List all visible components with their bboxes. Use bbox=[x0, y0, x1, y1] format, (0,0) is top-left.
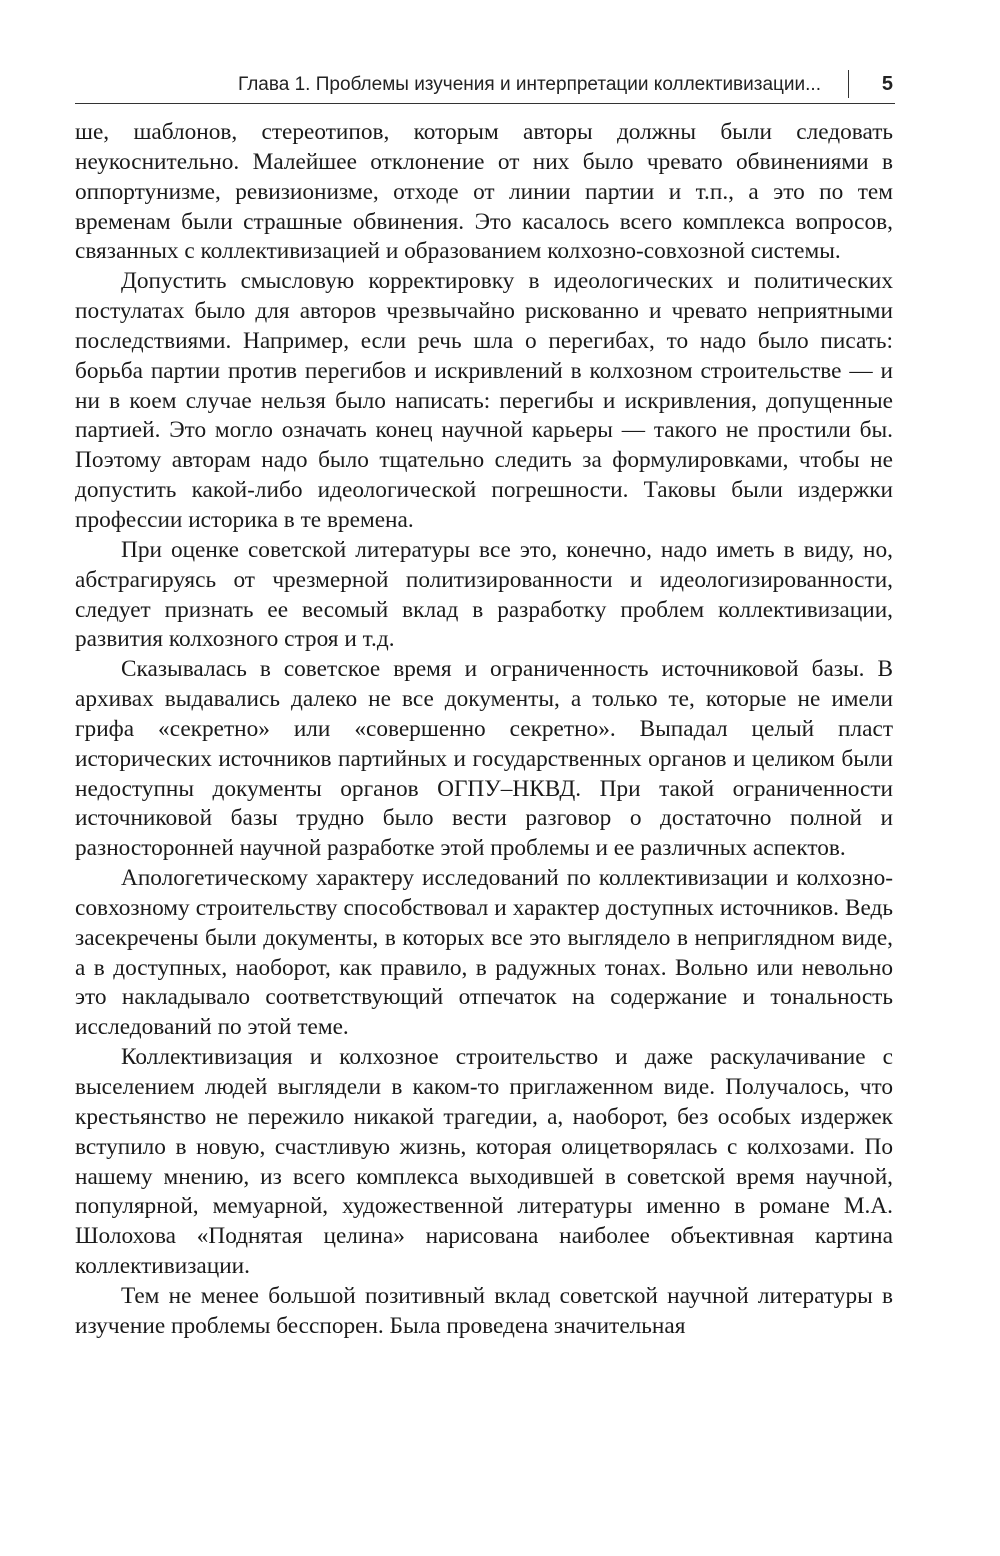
paragraph: При оценке советской литературы все это, конечно, надо иметь в виду, но, абстрагируясь от чрезмерной политизированности и идеологизированности, следует признать ее весомый вклад в разработку проблем коллективизации, развития колхозного строя и т.д. bbox=[75, 536, 893, 653]
body-text bbox=[75, 118, 893, 1342]
paragraph: Сказывалась в советское время и ограниченность источниковой базы. В архивах выдавались далеко не все документы, а только те, которые не имели грифа «секретно» или «совершенно секретно». Выпадал целый пласт исторических источников партийных и государственных органов и целиком были недоступны документы органов ОГПУ–НКВД. При такой ограниченности источниковой базы трудно было вести разговор о достаточно полной и разносторонней научной разработке этой проблемы и ее различных аспектов. bbox=[75, 656, 893, 862]
page-number: 5 bbox=[881, 73, 893, 95]
paragraph: Апологетическому характеру исследований по коллективизации и колхозно-совхозному строительству способствовал и характер доступных источников. Ведь засекречены были документы, в которых все это выглядело в неприглядном виде, а в доступных, наоборот, как правило, в радужных тонах. Вольно или невольно это накладывало соответствующий отпечаток на содержание и тональность исследований по этой теме. bbox=[75, 865, 893, 1041]
paragraph-continued: ше, шаблонов, стереотипов, которым авторы должны были следовать неукоснительно. Малейшее отклонение от них было чревато обвинениями в оппортунизме, ревизионизме, отходе от линии партии и т.п., а это по тем временам были страшные обвинения. Это касалось всего комплекса вопросов, связанных с коллективизацией и образованием колхозно-совхозной системы. bbox=[75, 119, 893, 265]
paragraph: Допустить смысловую корректировку в идеологических и политических постулатах было для авторов чрезвычайно рискованно и чревато неприятными последствиями. Например, если речь шла о перегибах, то надо было писать: борьба партии против перегибов и искривлений в колхозном строительстве — и ни в коем случае нельзя было написать: перегибы и искривления, допущенные партией. Это могло означать конец научной карьеры — такого не простили бы. Поэтому авторам надо было тщательно следить за формулировками, чтобы не допустить какой-либо идеологической погрешности. Таковы были издержки профессии историка в те времена. bbox=[75, 268, 893, 533]
header-rule bbox=[75, 103, 895, 105]
header-separator bbox=[848, 70, 850, 98]
paragraph: Тем не менее большой позитивный вклад советской научной литературы в изучение проблемы бесспорен. Была проведена значительная bbox=[75, 1282, 893, 1339]
paragraph: Коллективизация и колхозное строительство и даже раскулачивание с выселением людей выглядели в каком-то приглаженном виде. Получалось, что крестьянство не пережило никакой трагедии, а, наоборот, без особых издержек вступило в новую, счастливую жизнь, которая олицетворялась с колхозами. По нашему мнению, из всего комплекса выходившей в советской время научной, популярной, мемуарной, художественной литературы именно в романе М.А. Шолохова «Поднятая целина» нарисована наиболее объективная картина коллективизации. bbox=[75, 1044, 893, 1280]
chapter-title: Глава 1. Проблемы изучения и интерпретации коллективизации... bbox=[238, 74, 821, 95]
running-header bbox=[75, 70, 895, 104]
